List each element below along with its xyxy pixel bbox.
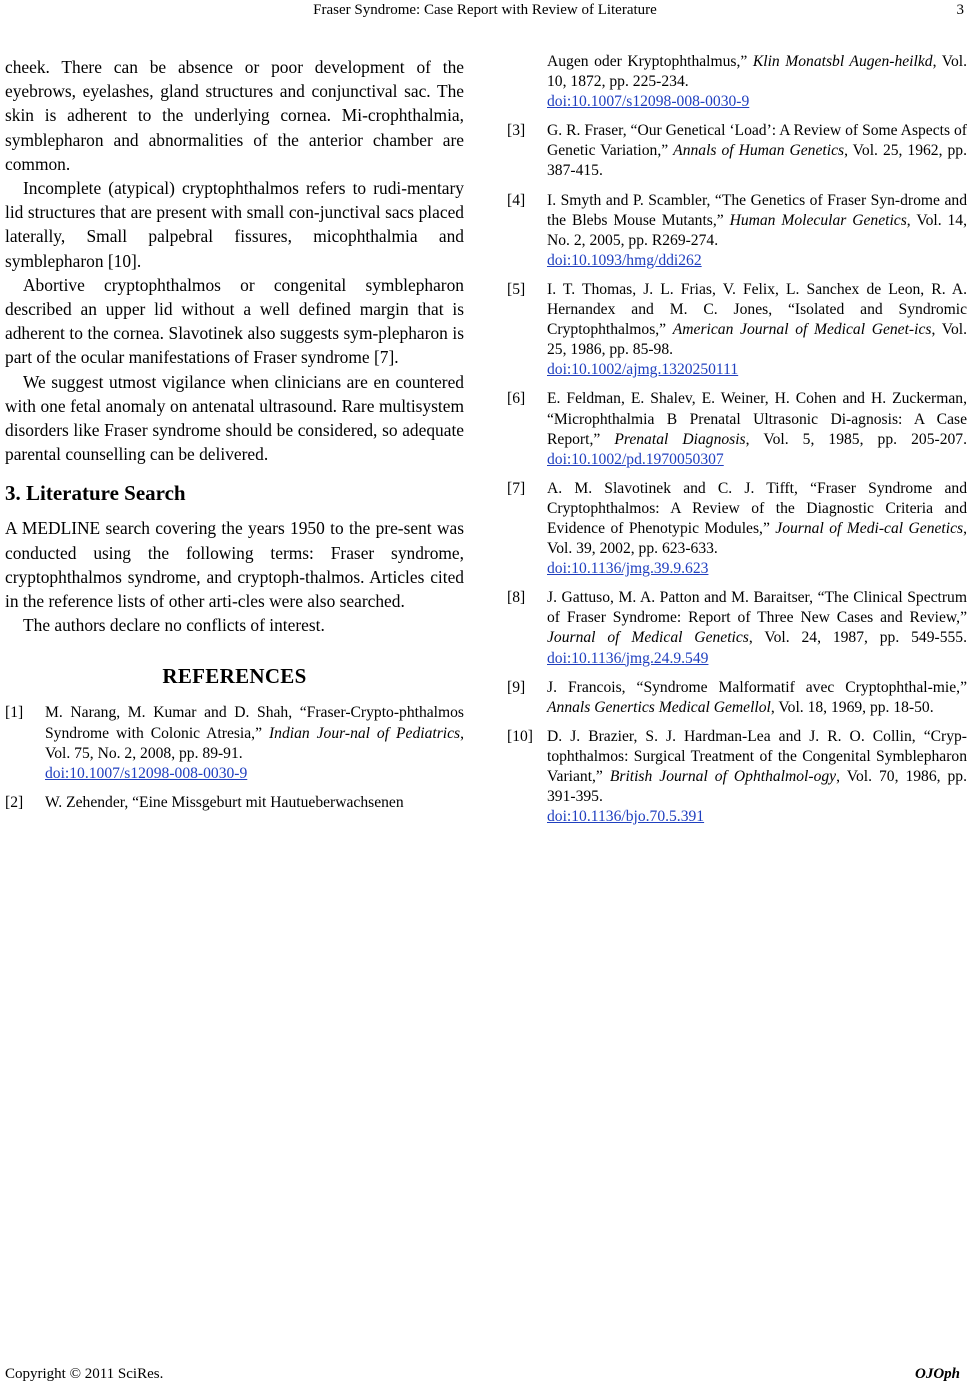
doi-link[interactable]: doi:10.1007/s12098-008-0030-9 <box>547 93 750 111</box>
reference-details: , Vol. 39, 2002, pp. 623-633. <box>547 519 967 558</box>
reference-journal: Journal of Medi-cal Genetics <box>775 519 964 537</box>
reference-text <box>547 191 967 271</box>
reference-text <box>45 703 464 783</box>
reference-details: , Vol. 70, 1986, pp. 391-395. <box>547 768 968 806</box>
reference-details: , Vol. 5, 1985, pp. 205-207. <box>745 430 967 448</box>
page-number: 3 <box>956 2 964 18</box>
reference-item <box>507 479 967 579</box>
reference-journal: Human Molecular Genetics <box>729 211 907 229</box>
reference-authors-title: J. Gattuso, M. A. Patton and M. Baraitser, “The Clinical Spectrum of Fraser Syndrome: Report of Three New Cases and Review,” <box>547 589 967 627</box>
reference-number: [5] <box>507 280 526 298</box>
reference-journal: Prenatal Diagnosis <box>614 430 746 448</box>
reference-text <box>547 389 967 469</box>
reference-number: [3] <box>507 122 526 140</box>
reference-journal: Annals of Human Genetics <box>673 142 845 160</box>
reference-text: Augen oder Kryptophthalmus,” Klin Monatsbl Augen-heilkd, Vol. 10, 1872, pp. 225-234. doi:10.1007/s12098-008-0030-9 <box>547 53 967 111</box>
reference-text <box>547 727 967 827</box>
reference-text: W. Zehender, “Eine Missgeburt mit Hautueberwachsenen <box>45 793 404 811</box>
running-title: Fraser Syndrome: Case Report with Review of Literature <box>313 2 657 18</box>
reference-item <box>5 703 464 783</box>
doi-link[interactable]: doi:10.1136/jmg.24.9.549 <box>547 649 709 667</box>
reference-number: [1] <box>5 704 24 722</box>
reference-authors-title: D. J. Brazier, S. J. Hardman-Lea and J. R. O. Collin, “Cryp- tophthalmos: Surgical Treatment of the Congenital Symblepharon Variant,” <box>547 727 967 785</box>
reference-details: , Vol. 25, 1962, pp. 387-415. <box>547 142 967 180</box>
body-paragraph: Abortive cryptophthalmos or congenital symblepharon described an upper lid without a well defined margin that is adherent to the cornea. Slavotinek also suggests sym-plepharon is part of the ocular manifestations of Fraser syndrome [7]. <box>5 274 464 368</box>
reference-number-blank <box>507 52 547 112</box>
section-heading: 3. Literature Search <box>5 481 186 506</box>
doi-link[interactable]: doi:10.1093/hmg/ddi262 <box>547 251 702 269</box>
reference-text <box>547 479 967 579</box>
reference-authors-title: E. Feldman, E. Shalev, E. Weiner, H. Cohen and H. Zuckerman, “Microphthalmia B Prenatal Ultrasonic Di-agnosis: A Case Report,” <box>547 390 967 448</box>
reference-journal: Annals Genertics Medical Gemellol <box>547 698 771 716</box>
reference-number: [6] <box>507 390 526 408</box>
reference-item <box>507 121 967 181</box>
right-column <box>507 52 967 836</box>
reference-item <box>507 389 967 469</box>
page-footer <box>0 1364 970 1386</box>
doi-link[interactable]: doi:10.1136/jmg.39.9.623 <box>547 560 709 578</box>
reference-item <box>5 793 464 813</box>
reference-details: , Vol. 25, 1986, pp. 85-98. <box>547 321 967 359</box>
reference-details: , Vol. 75, No. 2, 2008, pp. 89-91. <box>45 724 464 762</box>
reference-text <box>547 588 967 668</box>
reference-item <box>507 191 967 271</box>
reference-text <box>547 280 967 380</box>
reference-authors-title: J. Francois, “Syndrome Malformatif avec Cryptophthal-mie,” <box>547 678 967 696</box>
journal-abbreviation: OJOph <box>914 1366 960 1382</box>
references-heading: REFERENCES <box>162 664 307 689</box>
reference-authors-title: I. Smyth and P. Scambler, “The Genetics of Fraser Syn-drome and the Blebs Mouse Mutants,” <box>547 191 967 229</box>
body-paragraph: cheek. There can be absence or poor development of the eyebrows, eyelashes, gland structures and conjunctival sac. The skin is adherent to the underlying cornea. Mi-crophthalmia, symblepharon and abnormalities of the anterior chamber are common. <box>5 57 464 174</box>
reference-authors-title: A. M. Slavotinek and C. J. Tifft, “Fraser Syndrome and Cryptophthalmos: A Review of the Diagnostic Criteria and Evidence of Phenotypic Modules,” <box>547 479 967 537</box>
reference-text <box>547 678 967 718</box>
reference-authors-title: I. T. Thomas, J. L. Frias, V. Felix, L. Sanchex de Leon, R. A. Hernandex and M. C. Jones, “Isolated and Syndromic Cryptophthalmos,” <box>547 280 967 339</box>
reference-journal: Indian Jour-nal of Pediatrics <box>268 724 461 742</box>
doi-link[interactable]: doi:10.1002/pd.1970050307 <box>547 450 724 468</box>
body-paragraph: We suggest utmost vigilance when clinicians are en countered with one fetal anomaly on antenatal ultrasound. Rare multisystem disorders like Fraser syndrome should be considered, so adequate parental counselling can be delivered. <box>5 371 464 465</box>
reference-authors-title: M. Narang, M. Kumar and D. Shah, “Fraser-Crypto-phthalmos Syndrome with Colonic Atresia,” <box>45 704 464 742</box>
reference-details: , Vol. 10, 1872, pp. 225-234. <box>547 53 967 91</box>
reference-number: [2] <box>5 793 24 811</box>
reference-details: , Vol. 18, 1969, pp. 18-50. <box>770 698 934 716</box>
body-paragraph: The authors declare no conflicts of interest. <box>23 615 325 636</box>
reference-journal: American Journal of Medical Genet-ics <box>672 321 932 339</box>
reference-number: [10] <box>507 727 533 745</box>
doi-link[interactable]: doi:10.1002/ajmg.1320250111 <box>547 361 739 379</box>
reference-number: [9] <box>507 678 526 696</box>
body-paragraph: A MEDLINE search covering the years 1950 to the pre-sent was conducted using the following terms: Fraser syndrome, cryptophthalmos syndrome, and cryptoph-thalmos. Articles cited in the reference lists of other arti-cles were also searched. <box>5 518 464 612</box>
reference-item <box>507 588 967 668</box>
reference-item <box>507 727 967 827</box>
reference-journal: Journal of Medical Genetics <box>547 629 749 647</box>
reference-item <box>507 280 967 380</box>
reference-details: , Vol. 24, 1987, pp. 549-555. <box>748 629 967 647</box>
reference-number: [8] <box>507 589 526 607</box>
reference-number: [4] <box>507 191 526 209</box>
reference-number: [7] <box>507 479 526 497</box>
reference-text <box>547 121 967 181</box>
doi-link[interactable]: doi:10.1007/s12098-008-0030-9 <box>45 764 248 782</box>
reference-details: , Vol. 14, No. 2, 2005, pp. R269-274. <box>547 211 967 249</box>
doi-link[interactable]: doi:10.1136/bjo.70.5.391 <box>547 808 705 826</box>
reference-item-continued <box>507 52 967 112</box>
running-header <box>0 0 970 24</box>
reference-authors-title: G. R. Fraser, “Our Genetical ‘Load’: A Review of Some Aspects of Genetic Variation,” <box>547 122 967 160</box>
reference-journal: Klin Monatsbl Augen-heilkd <box>752 53 933 70</box>
reference-journal: British Journal of Ophthalmol-ogy <box>609 768 837 785</box>
reference-item <box>507 678 967 718</box>
body-paragraph: Incomplete (atypical) cryptophthalmos refers to rudi-mentary lid structures that are present with small con-junctival sacs placed laterally, Small palpebral fissures, micophthalmia and symblepharon [10]. <box>5 178 464 271</box>
copyright-notice: Copyright © 2011 SciRes. <box>5 1366 164 1382</box>
left-column <box>5 55 464 822</box>
